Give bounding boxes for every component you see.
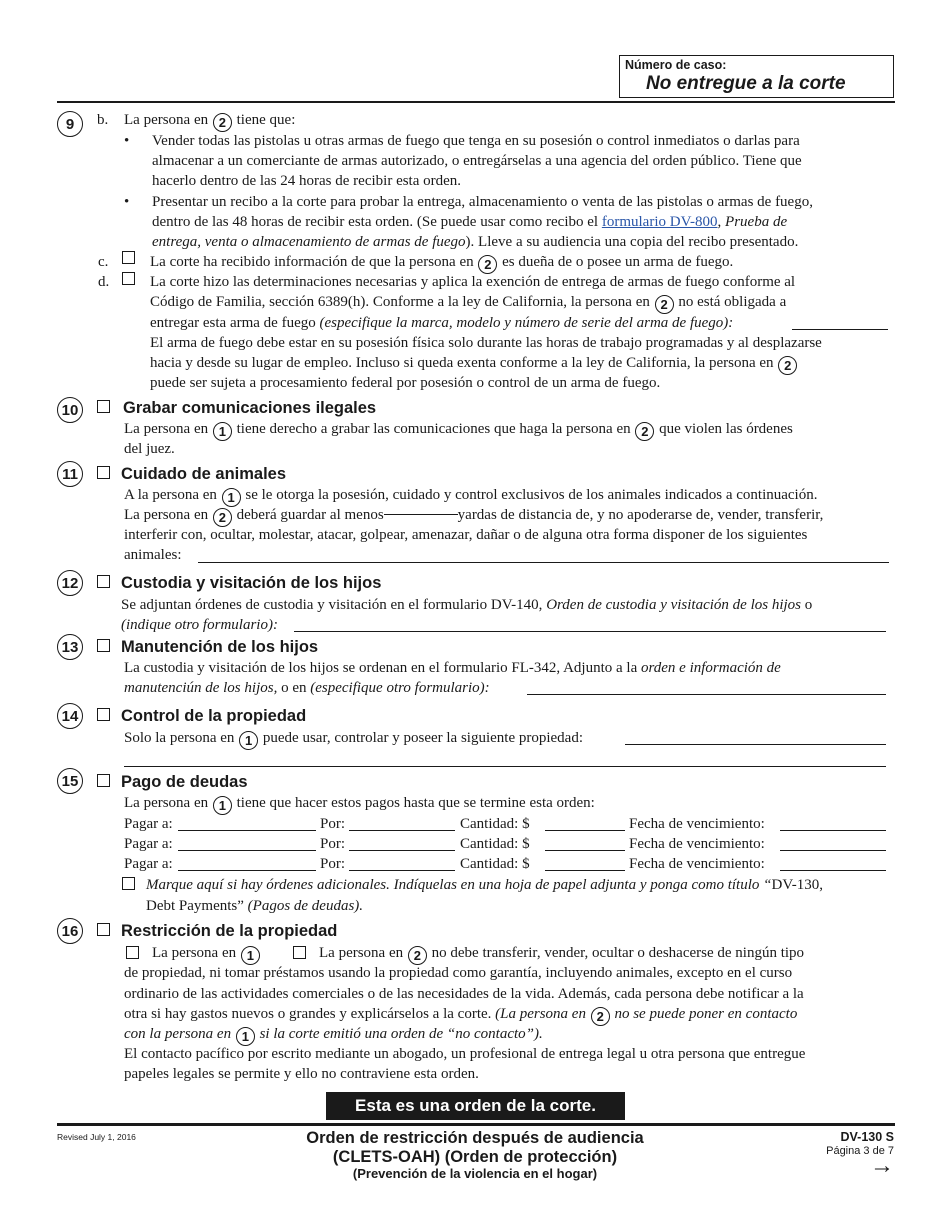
- revised-date: Revised July 1, 2016: [57, 1132, 136, 1142]
- item-9b-bullet1-line1: Vender todas las pistolas u otras armas de fuego que tenga en su posesión o control inmediatos o darlas para: [152, 133, 800, 149]
- item-11-line4: animales:: [124, 547, 182, 563]
- item-16-checkbox[interactable]: [97, 923, 110, 936]
- item-9b-bullet1-line3: hacerlo dentro de las 24 horas de recibir esta orden.: [152, 173, 462, 189]
- case-number-value: No entregue a la corte: [646, 73, 846, 94]
- item-14-checkbox[interactable]: [97, 708, 110, 721]
- item-9c-label: c.: [98, 254, 109, 270]
- item-9b-bullet1-line2: almacenar a un comerciante de armas autorizado, o entregárselas a una agencia del orden público. Tiene que: [152, 153, 802, 169]
- party-1-circle: 1: [241, 946, 260, 965]
- bullet: •: [124, 133, 130, 149]
- item-11-line2: La persona en 2 deberá guardar al menos yardas de distancia de, y no apoderarse de, vender, transferir,: [124, 507, 824, 525]
- additional-orders-line2: Debt Payments” (Pagos de deudas).: [146, 898, 364, 914]
- item-14-title: Control de la propiedad: [121, 707, 307, 725]
- party-2-circle: 2: [778, 356, 797, 375]
- for-label: Por:: [320, 836, 346, 852]
- other-support-form-field[interactable]: [527, 694, 886, 695]
- item-12-checkbox[interactable]: [97, 575, 110, 588]
- item-12-line1: Se adjuntan órdenes de custodia y visitación en el formulario DV-140, Orden de custodia y visitación de los hijos o: [121, 597, 813, 613]
- property-field-2[interactable]: [124, 766, 886, 767]
- item-13-line2: manutenciún de los hijos, o en (especifique otro formulario):: [124, 680, 490, 696]
- item-10-checkbox[interactable]: [97, 400, 110, 413]
- item-15-line1: La persona en 1 tiene que hacer estos pagos hasta que se termine esta orden:: [124, 795, 595, 813]
- item-11-line3: interferir con, ocultar, molestar, atacar, golpear, amenazar, dañar o de alguna otra forma disponer de los siguientes: [124, 527, 808, 543]
- party-2-circle: 2: [213, 113, 232, 132]
- item-16-line1a: La persona en 1: [152, 943, 261, 965]
- item-number-13: 13: [57, 634, 83, 660]
- due-date-label: Fecha de vencimiento:: [629, 836, 765, 852]
- party-1-circle: 1: [236, 1027, 255, 1046]
- item-16-line6: El contacto pacífico por escrito mediante un abogado, un profesional de entrega legal u otra persona que entregue: [124, 1046, 806, 1062]
- amount-label: Cantidad: $: [460, 836, 530, 852]
- item-9d-line4: El arma de fuego debe estar en su posesión física solo durante las horas de trabajo programadas y al desplazarse: [150, 335, 822, 351]
- animals-field[interactable]: [198, 562, 889, 563]
- item-10-title: Grabar comunicaciones ilegales: [123, 399, 377, 417]
- for-field[interactable]: [349, 870, 455, 871]
- party-1-circle: 1: [239, 731, 258, 750]
- pay-to-field[interactable]: [178, 850, 316, 851]
- item-9b-bullet2-line1: Presentar un recibo a la corte para probar la entrega, almacenamiento o venta de las pistolas o armas de fuego,: [152, 194, 813, 210]
- form-number: DV-130 S: [840, 1130, 894, 1144]
- footer-rule: [57, 1123, 895, 1126]
- item-number-14: 14: [57, 703, 83, 729]
- party-2-restriction-checkbox[interactable]: [293, 946, 306, 959]
- additional-orders-line1: Marque aquí si hay órdenes adicionales. Indíquelas en una hoja de papel adjunta y ponga como título “DV-130,: [146, 877, 824, 893]
- for-field[interactable]: [349, 830, 455, 831]
- item-9b-bullet2-line2: dentro de las 48 horas de recibir esta orden. (Se puede usar como recibo el formulario DV-800, Prueba de: [152, 214, 788, 230]
- party-2-circle: 2: [478, 255, 497, 274]
- footer-title-1: Orden de restricción después de audiencia: [306, 1129, 644, 1147]
- additional-orders-checkbox[interactable]: [122, 877, 135, 890]
- page-number: Página 3 de 7: [826, 1145, 894, 1157]
- item-14-line1: Solo la persona en 1 puede usar, controlar y poseer la siguiente propiedad:: [124, 730, 584, 748]
- top-rule: [57, 101, 895, 103]
- for-label: Por:: [320, 816, 346, 832]
- firearm-details-field[interactable]: [792, 329, 888, 330]
- yards-distance-field[interactable]: [384, 514, 458, 515]
- item-9c-text: La corte ha recibido información de que la persona en 2 es dueña de o posee un arma de fuego.: [150, 254, 734, 272]
- item-10-line1: La persona en 1 tiene derecho a grabar las comunicaciones que haga la persona en 2 que violen las órdenes: [124, 421, 793, 439]
- item-9b-intro: La persona en 2 tiene que:: [124, 112, 296, 130]
- item-13-line1: La custodia y visitación de los hijos se ordenan en el formulario FL-342, Adjunto a la orden e información de: [124, 660, 781, 676]
- item-number-15: 15: [57, 768, 83, 794]
- pay-to-field[interactable]: [178, 870, 316, 871]
- item-15-title: Pago de deudas: [121, 773, 248, 791]
- item-13-title: Manutención de los hijos: [121, 638, 319, 656]
- item-9d-line6: puede ser sujeta a procesamiento federal por posesión o control de un arma de fuego.: [150, 375, 661, 391]
- amount-field[interactable]: [545, 870, 625, 871]
- item-9d-line3: entregar esta arma de fuego (especifique la marca, modelo y número de serie del arma de fuego):: [150, 315, 734, 331]
- item-number-10: 10: [57, 397, 83, 423]
- amount-field[interactable]: [545, 830, 625, 831]
- party-2-circle: 2: [591, 1007, 610, 1026]
- item-11-title: Cuidado de animales: [121, 465, 287, 483]
- item-number-16: 16: [57, 918, 83, 944]
- party-2-circle: 2: [655, 295, 674, 314]
- case-number-label: Número de caso:: [625, 58, 727, 72]
- pay-to-label: Pagar a:: [124, 856, 173, 872]
- item-16-line5: con la persona en 1 si la corte emitió una orden de “no contacto”).: [124, 1026, 543, 1044]
- item-15-checkbox[interactable]: [97, 774, 110, 787]
- item-13-checkbox[interactable]: [97, 639, 110, 652]
- due-date-label: Fecha de vencimiento:: [629, 856, 765, 872]
- item-9d-label: d.: [98, 274, 110, 290]
- footer-title-2: (CLETS-OAH) (Orden de protección): [332, 1148, 618, 1166]
- item-16-line7: papeles legales se permite y ello no contraviene esta orden.: [124, 1066, 479, 1082]
- item-9d-line5: hacia y desde su lugar de empleo. Incluso si queda exenta conforme a la ley de California, la persona en 2: [150, 353, 798, 375]
- footer-title-3: (Prevención de la violencia en el hogar): [352, 1166, 598, 1181]
- party-1-circle: 1: [213, 422, 232, 441]
- item-9d-line2: Código de Familia, sección 6389(h). Conforme a la ley de California, la persona en 2 no está obligada a: [150, 294, 787, 312]
- pay-to-field[interactable]: [178, 830, 316, 831]
- party-2-circle: 2: [635, 422, 654, 441]
- amount-label: Cantidad: $: [460, 816, 530, 832]
- item-9c-checkbox[interactable]: [122, 251, 135, 264]
- other-custody-form-field[interactable]: [294, 631, 886, 632]
- amount-field[interactable]: [545, 850, 625, 851]
- item-11-checkbox[interactable]: [97, 466, 110, 479]
- item-9d-checkbox[interactable]: [122, 272, 135, 285]
- item-11-line1: A la persona en 1 se le otorga la posesión, cuidado y control exclusivos de los animales indicados a continuación.: [124, 487, 818, 505]
- pay-to-label: Pagar a:: [124, 836, 173, 852]
- item-number-12: 12: [57, 570, 83, 596]
- amount-label: Cantidad: $: [460, 856, 530, 872]
- item-number-9: 9: [57, 111, 83, 137]
- party-1-restriction-checkbox[interactable]: [126, 946, 139, 959]
- item-10-line2: del juez.: [124, 441, 175, 457]
- property-field-1[interactable]: [625, 744, 886, 745]
- pay-to-label: Pagar a:: [124, 816, 173, 832]
- for-label: Por:: [320, 856, 346, 872]
- item-9b-label: b.: [97, 112, 109, 128]
- party-1-circle: 1: [213, 796, 232, 815]
- party-2-circle: 2: [408, 946, 427, 965]
- item-16-title: Restricción de la propiedad: [121, 922, 338, 940]
- item-12-line2: (indique otro formulario):: [121, 617, 278, 633]
- item-16-line1b: La persona en 2 no debe transferir, vender, ocultar o deshacerse de ningún tipo: [319, 945, 805, 963]
- party-2-circle: 2: [213, 508, 232, 527]
- item-number-11: 11: [57, 461, 83, 487]
- court-order-banner: Esta es una orden de la corte.: [326, 1092, 625, 1120]
- due-date-field[interactable]: [780, 870, 886, 871]
- item-16-line2: de propiedad, ni tomar préstamos usando la propiedad como garantía, incluyendo animales, excepto en el curso: [124, 965, 793, 981]
- due-date-label: Fecha de vencimiento:: [629, 816, 765, 832]
- item-16-line3: ordinario de las actividades comerciales o de las necesidades de la vida. Además, cada persona debe notificar a la: [124, 986, 804, 1002]
- bullet: •: [124, 194, 130, 210]
- next-page-arrow-icon: →: [870, 1152, 894, 1179]
- item-9d-line1: La corte hizo las determinaciones necesarias y aplica la exención de entrega de armas de fuego conforme al: [150, 274, 796, 290]
- due-date-field[interactable]: [780, 850, 886, 851]
- party-1-circle: 1: [222, 488, 241, 507]
- for-field[interactable]: [349, 850, 455, 851]
- item-16-line4: otra si hay gastos nuevos o grandes y explicárselos a la corte. (La persona en 2 no se puede poner en contacto: [124, 1006, 798, 1024]
- due-date-field[interactable]: [780, 830, 886, 831]
- item-12-title: Custodia y visitación de los hijos: [121, 574, 382, 592]
- item-9b-bullet2-line3: entrega, venta o almacenamiento de armas de fuego). Lleve a su audiencia una copia del recibo presentado.: [152, 234, 799, 250]
- case-number-box: [619, 55, 894, 98]
- form-dv800-link[interactable]: formulario DV-800: [601, 214, 718, 230]
